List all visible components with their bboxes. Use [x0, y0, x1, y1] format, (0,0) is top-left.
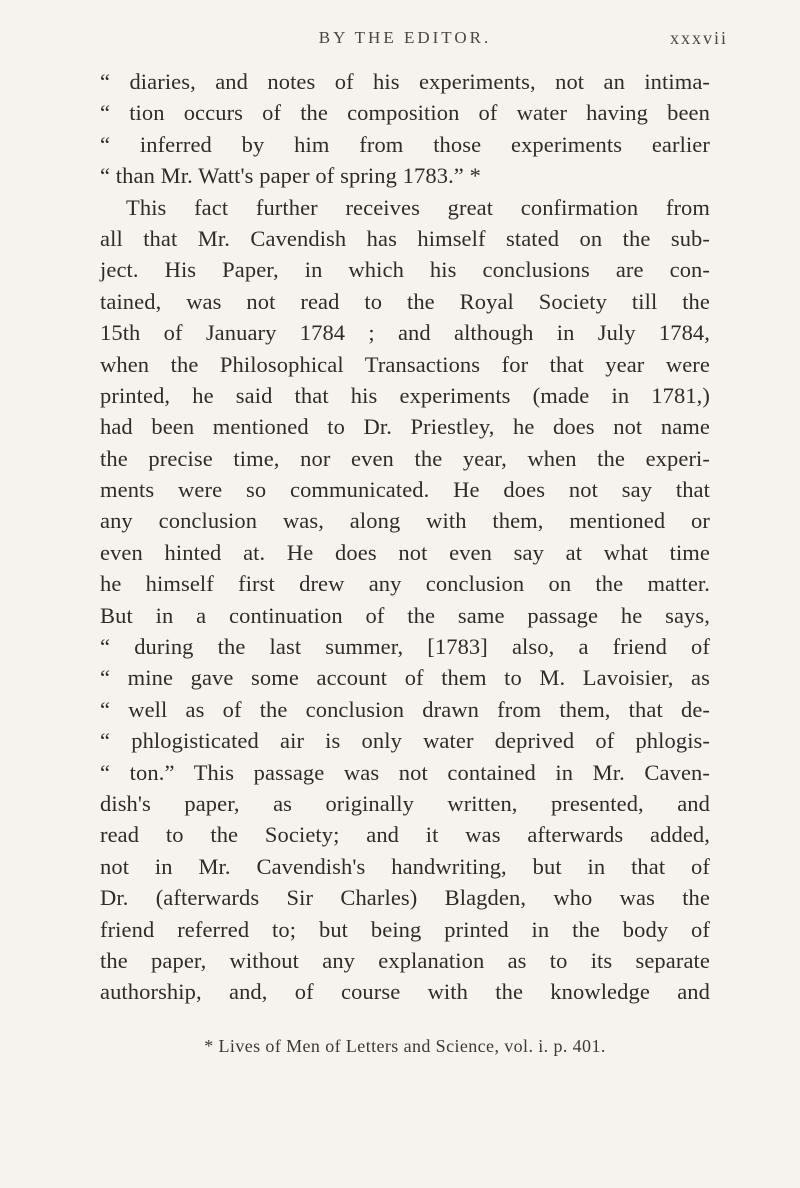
- running-title: BY THE EDITOR.: [318, 28, 492, 47]
- text-line: “ inferred by him from those experiments earlier: [100, 131, 710, 157]
- text-line: dish's paper, as originally written, presented, and: [100, 790, 710, 816]
- text-line: printed, he said that his experiments (made in 1781,): [100, 382, 710, 408]
- text-line: authorship, and, of course with the knowledge and: [100, 979, 710, 1005]
- text-line: the precise time, nor even the year, when the experi-: [100, 445, 710, 471]
- text-line: read to the Society; and it was afterwards added,: [100, 822, 710, 848]
- text-line: ject. His Paper, in which his conclusions are con-: [100, 257, 710, 283]
- text-line: ments were so communicated. He does not say that: [100, 477, 710, 503]
- text-line: “ than Mr. Watt's paper of spring 1783.” *: [100, 163, 481, 189]
- text-line: had been mentioned to Dr. Priestley, he does not name: [100, 414, 710, 440]
- running-head: [100, 28, 728, 52]
- text-line: “ during the last summer, [1783] also, a friend of: [100, 634, 710, 660]
- text-line: any conclusion was, along with them, mentioned or: [100, 508, 710, 534]
- text-line: he himself first drew any conclusion on the matter.: [100, 571, 710, 597]
- text-line: “ tion occurs of the composition of water having been: [100, 100, 710, 126]
- paragraph-start-line: This fact further receives great confirmation from: [126, 194, 710, 220]
- text-line: the paper, without any explanation as to its separate: [100, 947, 710, 973]
- text-line: friend referred to; but being printed in the body of: [100, 916, 710, 942]
- text-line: But in a continuation of the same passage he says,: [100, 602, 710, 628]
- text-line: tained, was not read to the Royal Society till the: [100, 288, 710, 314]
- footnote: * Lives of Men of Letters and Science, vol. i. p. 401.: [204, 1036, 606, 1056]
- text-line: when the Philosophical Transactions for that year were: [100, 351, 710, 377]
- text-line: all that Mr. Cavendish has himself stated on the sub-: [100, 225, 710, 251]
- text-line: even hinted at. He does not even say at what time: [100, 539, 710, 565]
- text-line: “ well as of the conclusion drawn from them, that de-: [100, 696, 710, 722]
- text-line: “ diaries, and notes of his experiments, not an intima-: [100, 69, 710, 94]
- text-line: “ mine gave some account of them to M. Lavoisier, as: [100, 665, 710, 691]
- text-line: 15th of January 1784 ; and although in July 1784,: [100, 320, 710, 346]
- body-text: [100, 66, 710, 1008]
- text-line: “ phlogisticated air is only water deprived of phlogis-: [100, 728, 710, 754]
- text-line: “ ton.” This passage was not contained in Mr. Caven-: [100, 759, 710, 785]
- text-line: Dr. (afterwards Sir Charles) Blagden, who was the: [100, 885, 710, 911]
- page-number: xxxvii: [669, 28, 728, 48]
- text-line: not in Mr. Cavendish's handwriting, but in that of: [100, 853, 710, 879]
